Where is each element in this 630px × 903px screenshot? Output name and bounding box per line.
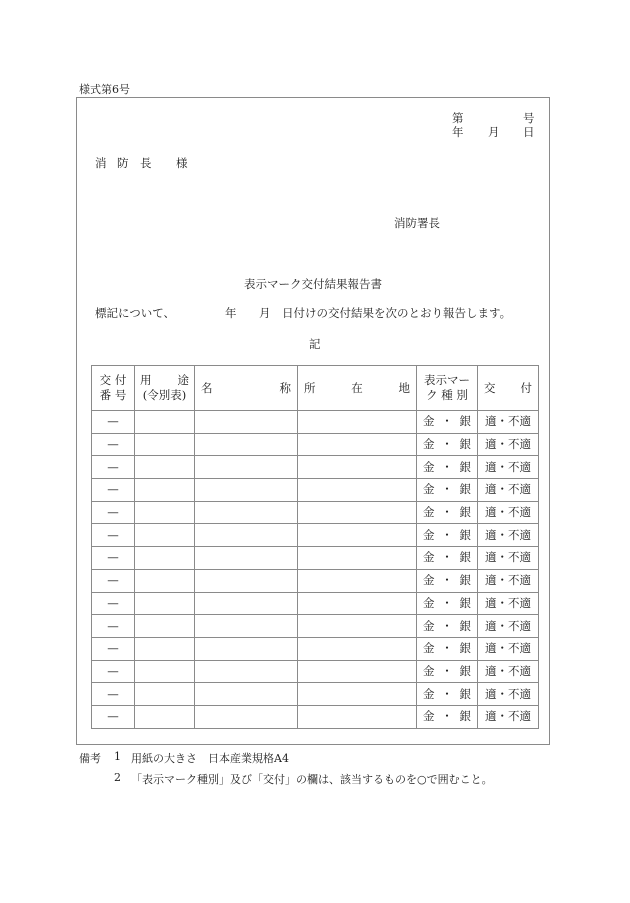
addressee-honorific: 様 <box>176 156 188 170</box>
cell-usage[interactable] <box>135 479 195 502</box>
cell-issue-no[interactable]: — <box>92 615 135 638</box>
note-2-number: 2 <box>114 771 121 784</box>
cell-usage[interactable] <box>135 547 195 570</box>
cell-usage[interactable] <box>135 524 195 547</box>
table-row <box>92 705 539 728</box>
number-suffix: 号 <box>523 111 535 125</box>
cell-issue-no[interactable]: — <box>92 569 135 592</box>
cell-location[interactable] <box>298 683 417 706</box>
table-row <box>92 569 539 592</box>
cell-issuance-result[interactable]: 適・不適 <box>478 433 539 456</box>
cell-name[interactable] <box>195 433 298 456</box>
cell-location[interactable] <box>298 705 417 728</box>
cell-name[interactable] <box>195 569 298 592</box>
cell-mark-type[interactable]: 金 ・ 銀 <box>417 501 478 524</box>
cell-issue-no[interactable]: — <box>92 660 135 683</box>
cell-issue-no[interactable]: — <box>92 433 135 456</box>
table-header-row <box>92 366 539 411</box>
header-name: 名 称 <box>195 366 298 411</box>
cell-name[interactable] <box>195 615 298 638</box>
cell-location[interactable] <box>298 615 417 638</box>
cell-issue-no[interactable]: — <box>92 592 135 615</box>
table-row <box>92 501 539 524</box>
header-usage: 用 途 (令別表) <box>135 366 195 411</box>
cell-issuance-result[interactable]: 適・不適 <box>478 411 539 434</box>
cell-name[interactable] <box>195 524 298 547</box>
note-1-number: 1 <box>114 750 121 763</box>
cell-issuance-result[interactable]: 適・不適 <box>478 705 539 728</box>
cell-name[interactable] <box>195 456 298 479</box>
cell-mark-type[interactable]: 金 ・ 銀 <box>417 683 478 706</box>
cell-usage[interactable] <box>135 705 195 728</box>
table-row <box>92 479 539 502</box>
cell-mark-type[interactable]: 金 ・ 銀 <box>417 615 478 638</box>
cell-location[interactable] <box>298 456 417 479</box>
addressee-char-2: 防 <box>117 156 129 170</box>
cell-issue-no[interactable]: — <box>92 456 135 479</box>
cell-usage[interactable] <box>135 683 195 706</box>
table-row <box>92 683 539 706</box>
cell-mark-type[interactable]: 金 ・ 銀 <box>417 433 478 456</box>
cell-usage[interactable] <box>135 592 195 615</box>
cell-location[interactable] <box>298 569 417 592</box>
table-row <box>92 524 539 547</box>
cell-mark-type[interactable]: 金 ・ 銀 <box>417 569 478 592</box>
cell-issuance-result[interactable]: 適・不適 <box>478 615 539 638</box>
table-row <box>92 547 539 570</box>
cell-name[interactable] <box>195 637 298 660</box>
cell-issue-no[interactable]: — <box>92 479 135 502</box>
cell-issuance-result[interactable]: 適・不適 <box>478 683 539 706</box>
cell-issuance-result[interactable]: 適・不適 <box>478 592 539 615</box>
cell-issuance-result[interactable]: 適・不適 <box>478 524 539 547</box>
cell-mark-type[interactable]: 金 ・ 銀 <box>417 660 478 683</box>
cell-location[interactable] <box>298 479 417 502</box>
note-1-text: 用紙の大きさ 日本産業規格A4 <box>131 752 289 765</box>
cell-name[interactable] <box>195 660 298 683</box>
header-location: 所 在 地 <box>298 366 417 411</box>
header-issuance: 交 付 <box>478 366 539 411</box>
cell-mark-type[interactable]: 金 ・ 銀 <box>417 547 478 570</box>
cell-issue-no[interactable]: — <box>92 501 135 524</box>
cell-usage[interactable] <box>135 615 195 638</box>
cell-usage[interactable] <box>135 411 195 434</box>
cell-issue-no[interactable]: — <box>92 547 135 570</box>
cell-name[interactable] <box>195 501 298 524</box>
addressee-char-1: 消 <box>95 156 107 170</box>
ki-label: 記 <box>309 337 321 351</box>
cell-location[interactable] <box>298 501 417 524</box>
cell-issue-no[interactable]: — <box>92 524 135 547</box>
header-issue-no: 交 付 番 号 <box>92 366 135 411</box>
cell-issue-no[interactable]: — <box>92 411 135 434</box>
header-mark-type: 表示マー ク 種 別 <box>417 366 478 411</box>
cell-location[interactable] <box>298 637 417 660</box>
cell-issuance-result[interactable]: 適・不適 <box>478 456 539 479</box>
table-row <box>92 411 539 434</box>
date-year: 年 <box>452 125 464 139</box>
table-row <box>92 615 539 638</box>
table-row <box>92 433 539 456</box>
results-table <box>91 365 539 729</box>
cell-issue-no[interactable]: — <box>92 705 135 728</box>
cell-issue-no[interactable]: — <box>92 683 135 706</box>
body-text-year: 年 <box>225 306 237 320</box>
cell-issue-no[interactable]: — <box>92 637 135 660</box>
cell-name[interactable] <box>195 479 298 502</box>
cell-name[interactable] <box>195 683 298 706</box>
cell-issuance-result[interactable]: 適・不適 <box>478 660 539 683</box>
note-2-text: 「表示マーク種別」及び「交付」の欄は、該当するものを○で囲むこと。 <box>131 773 493 786</box>
cell-location[interactable] <box>298 660 417 683</box>
cell-mark-type[interactable]: 金 ・ 銀 <box>417 637 478 660</box>
cell-issuance-result[interactable]: 適・不適 <box>478 569 539 592</box>
cell-mark-type[interactable]: 金 ・ 銀 <box>417 456 478 479</box>
body-text-prefix: 標記について、 <box>95 306 176 320</box>
body-text-month: 月 <box>259 306 271 320</box>
cell-usage[interactable] <box>135 501 195 524</box>
cell-issuance-result[interactable]: 適・不適 <box>478 501 539 524</box>
sender-title: 消防署長 <box>394 216 440 230</box>
form-number: 様式第6号 <box>79 83 130 96</box>
cell-name[interactable] <box>195 592 298 615</box>
table-row <box>92 660 539 683</box>
cell-mark-type[interactable]: 金 ・ 銀 <box>417 524 478 547</box>
cell-location[interactable] <box>298 592 417 615</box>
cell-name[interactable] <box>195 411 298 434</box>
table-row <box>92 637 539 660</box>
cell-usage[interactable] <box>135 569 195 592</box>
cell-usage[interactable] <box>135 433 195 456</box>
number-prefix: 第 <box>452 111 464 125</box>
cell-mark-type[interactable]: 金 ・ 銀 <box>417 705 478 728</box>
table-row <box>92 456 539 479</box>
notes-label: 備考 <box>79 752 101 765</box>
cell-issuance-result[interactable]: 適・不適 <box>478 479 539 502</box>
document-title: 表示マーク交付結果報告書 <box>244 277 382 291</box>
cell-mark-type[interactable]: 金 ・ 銀 <box>417 592 478 615</box>
cell-location[interactable] <box>298 411 417 434</box>
cell-location[interactable] <box>298 433 417 456</box>
date-month: 月 <box>488 125 500 139</box>
cell-mark-type[interactable]: 金 ・ 銀 <box>417 411 478 434</box>
cell-usage[interactable] <box>135 456 195 479</box>
cell-mark-type[interactable]: 金 ・ 銀 <box>417 479 478 502</box>
cell-usage[interactable] <box>135 637 195 660</box>
cell-name[interactable] <box>195 547 298 570</box>
date-day: 日 <box>523 125 535 139</box>
cell-location[interactable] <box>298 547 417 570</box>
body-text-suffix: 日付けの交付結果を次のとおり報告します。 <box>282 306 512 320</box>
cell-location[interactable] <box>298 524 417 547</box>
cell-name[interactable] <box>195 705 298 728</box>
addressee-char-3: 長 <box>140 156 152 170</box>
cell-issuance-result[interactable]: 適・不適 <box>478 547 539 570</box>
cell-issuance-result[interactable]: 適・不適 <box>478 637 539 660</box>
cell-usage[interactable] <box>135 660 195 683</box>
table-row <box>92 592 539 615</box>
